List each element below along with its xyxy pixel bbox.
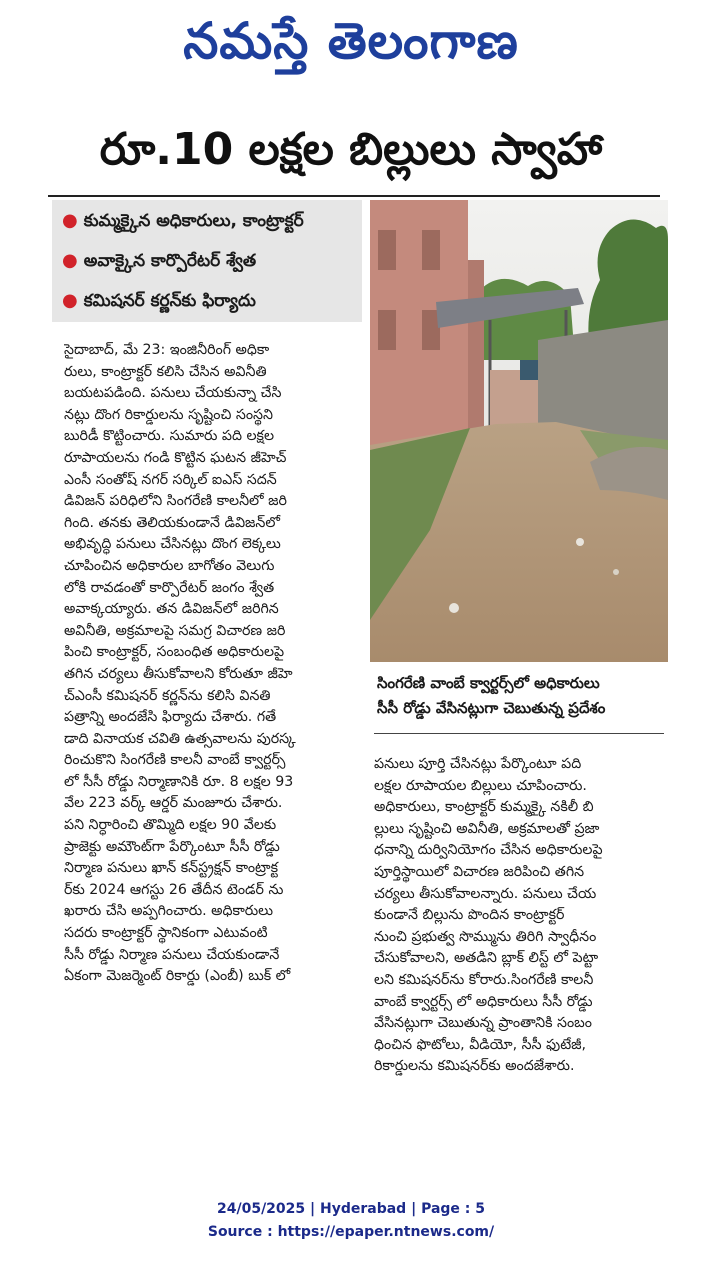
article-line: పించి కాంట్రాక్టర్, సంబంధిత అధికారులపై: [64, 644, 285, 661]
article-line: వాంబే క్వార్టర్స్ లో అధికారులు సీసీ రోడ్డు: [374, 993, 593, 1010]
article-line: బురిడీ కొట్టించారు. సుమారు పది లక్షల: [64, 428, 275, 445]
article-line: చర్యలు తీసుకోవాలన్నారు. పనులు చేయ: [374, 885, 597, 902]
article-line: ఎంసీ సంతోష్ నగర్ సర్కిల్ ఐఎస్ సదన్: [64, 471, 277, 488]
article-line: అధికారులు, కాంట్రాక్టర్ కుమ్మక్కై నకిలీ బి: [374, 799, 594, 816]
article-line: ప్రాజెక్టు అమౌంట్‌గా పేర్కొంటూ సీసీ రోడ్డు: [64, 838, 280, 855]
article-line: లని కమిషనర్‌ను కోరారు.సింగరేణి కాలనీ: [374, 971, 594, 988]
article-line: సదరు కాంట్రాక్టర్ స్థానికంగా ఎటువంటి: [64, 925, 268, 942]
article-line: డాది వినాయక చవితి ఉత్సవాలను పురస్క: [64, 730, 296, 747]
article-line: ధనాన్ని దుర్వినియోగం చేసిన అధికారులపై: [374, 842, 603, 859]
caption-divider: [374, 733, 664, 734]
article-line: పని నిర్ధారించి తొమ్మిది లక్షల 90 వేలకు: [64, 817, 277, 834]
article-line: సైదాబాద్, మే 23: ఇంజినీరింగ్ అధికా: [64, 342, 270, 358]
article-line: రూపాయలను గండి కొట్టిన ఘటన జీహెచ్: [64, 449, 287, 466]
article-line: బయటపడింది. పనులు చేయకున్నా చేసి: [64, 385, 282, 402]
article-line: రించుకొని సింగరేణి కాలనీ వాంబే క్వార్టర్స్: [64, 752, 286, 769]
article-line: కుండానే బిల్లును పొందిన కాంట్రాక్టర్: [374, 907, 565, 924]
article-line: నట్లు దొంగ రికార్డులను సృష్టించి సంస్థని: [64, 406, 273, 423]
article-line: వేసినట్లుగా చెబుతున్న ప్రాంతానికి సంబం: [374, 1015, 592, 1032]
article-line: లోకి రావడంతో కార్పొరేటర్ జంగం శ్వేత: [64, 579, 275, 596]
article-line: వేల 223 వర్క్ ఆర్డర్ మంజూరు చేశారు.: [64, 795, 283, 812]
article-line: ర్‌కు 2024 ఆగస్టు 26 తేదీన టెండర్ ను: [64, 881, 284, 898]
headline-text: రూ.10 లక్షల బిల్లులు స్వాహా: [99, 124, 603, 175]
article-line: ఏకంగా మెజర్మెంట్ రికార్డు (ఎంబీ) బుక్ లో: [64, 968, 291, 985]
article-line: చేసుకోవాలని, అతడిని బ్లాక్ లిస్ట్ లో పెట్టా: [374, 950, 599, 967]
highlight-item: ● అవాక్కైన కార్పొరేటర్ శ్వేత: [62, 250, 257, 271]
article-column-right: [374, 754, 666, 1078]
article-line: పత్రాన్ని అందజేసి ఫిర్యాదు చేశారు. గతే: [64, 709, 277, 726]
photo-caption-line: సింగరేణి వాంబే క్వార్టర్స్‌లో అధికారులు: [377, 674, 600, 692]
article-line: డివిజన్ పరిధిలోని సింగరేణి కాలనీలో జరి: [64, 493, 287, 510]
bullet-dot-icon: ●: [62, 290, 78, 311]
footer-dateline: 24/05/2025 | Hyderabad | Page : 5: [216, 1201, 486, 1217]
article-line: నిర్మాణ పనులు ఖాన్ కన్‌స్ట్రక్షన్ కాంట్రాక్ట: [64, 860, 279, 877]
article-line: అవాక్కయ్యారు. తన డివిజన్‌లో జరిగిన: [64, 601, 279, 618]
news-photo: [370, 200, 668, 662]
photo-caption-line: సీసీ రోడ్డు వేసినట్లుగా చెబుతున్న ప్రదేశం: [377, 699, 606, 717]
article-line: ఖరారు చేసి అప్పగించారు. అధికారులు: [64, 903, 274, 920]
article-line: నుంచి ప్రభుత్వ సొమ్మును తిరిగి స్వాధీనం: [374, 928, 597, 945]
footer-source-link[interactable]: Source : https://epaper.ntnews.com/: [207, 1224, 495, 1240]
bullet-dot-icon: ●: [62, 250, 78, 271]
article-headline: [40, 110, 662, 190]
article-line: పూర్తిస్థాయిలో విచారణ జరిపించి తగిన: [374, 863, 585, 880]
article-line: అభివృద్ధి పనులు చేసినట్లు దొంగ లెక్కలు: [64, 536, 281, 553]
newspaper-masthead: [0, 6, 702, 76]
article-line: ల్లులు సృష్టించి అవినీతి, అక్రమాలతో ప్రజా: [374, 820, 600, 837]
article-line: లక్షల రూపాయల బిల్లులు చూపించారు.: [374, 777, 587, 794]
headline-rule: [48, 195, 660, 197]
article-line: రులు, కాంట్రాక్టర్ కలిసి చేసిన అవినీతి: [64, 363, 267, 380]
article-column-left: [64, 340, 356, 988]
article-line: చ్‌ఎంసీ కమిషనర్ కర్ణన్‌ను కలిసి వినతి: [64, 687, 271, 704]
bullet-dot-icon: ●: [62, 210, 78, 231]
article-line: గింది. తనకు తెలియకుండానే డివిజన్‌లో: [64, 514, 280, 531]
article-line: చూపించిన అధికారుల బాగోతం వెలుగు: [64, 557, 275, 574]
highlight-item: ● కుమ్మక్కైన అధికారులు, కాంట్రాక్టర్: [62, 210, 304, 231]
highlights-box: [52, 200, 362, 322]
article-line: లో సీసీ రోడ్డు నిర్మాణానికి రూ. 8 లక్షల 93: [64, 773, 294, 790]
article-line: రికార్డులను కమిషనర్‌కు అందజేశారు.: [374, 1058, 575, 1075]
article-line: పనులు పూర్తి చేసినట్లు పేర్కొంటూ పది: [374, 756, 582, 772]
article-line: సీసీ రోడ్డు నిర్మాణ పనులు చేయకుండానే: [64, 946, 280, 963]
masthead-title: నమస్తే తెలంగాణ: [183, 11, 519, 70]
highlight-item: ● కమిషనర్ కర్ణన్‌కు ఫిర్యాదు: [62, 290, 256, 311]
article-line: అవినీతి, అక్రమాలపై సమగ్ర విచారణ జరి: [64, 622, 286, 639]
article-line: తగిన చర్యలు తీసుకోవాలని కోరుతూ జీహె: [64, 665, 293, 682]
article-line: ధించిన ఫొటోలు, వీడియో, సీసీ ఫుటేజీ,: [374, 1036, 587, 1053]
